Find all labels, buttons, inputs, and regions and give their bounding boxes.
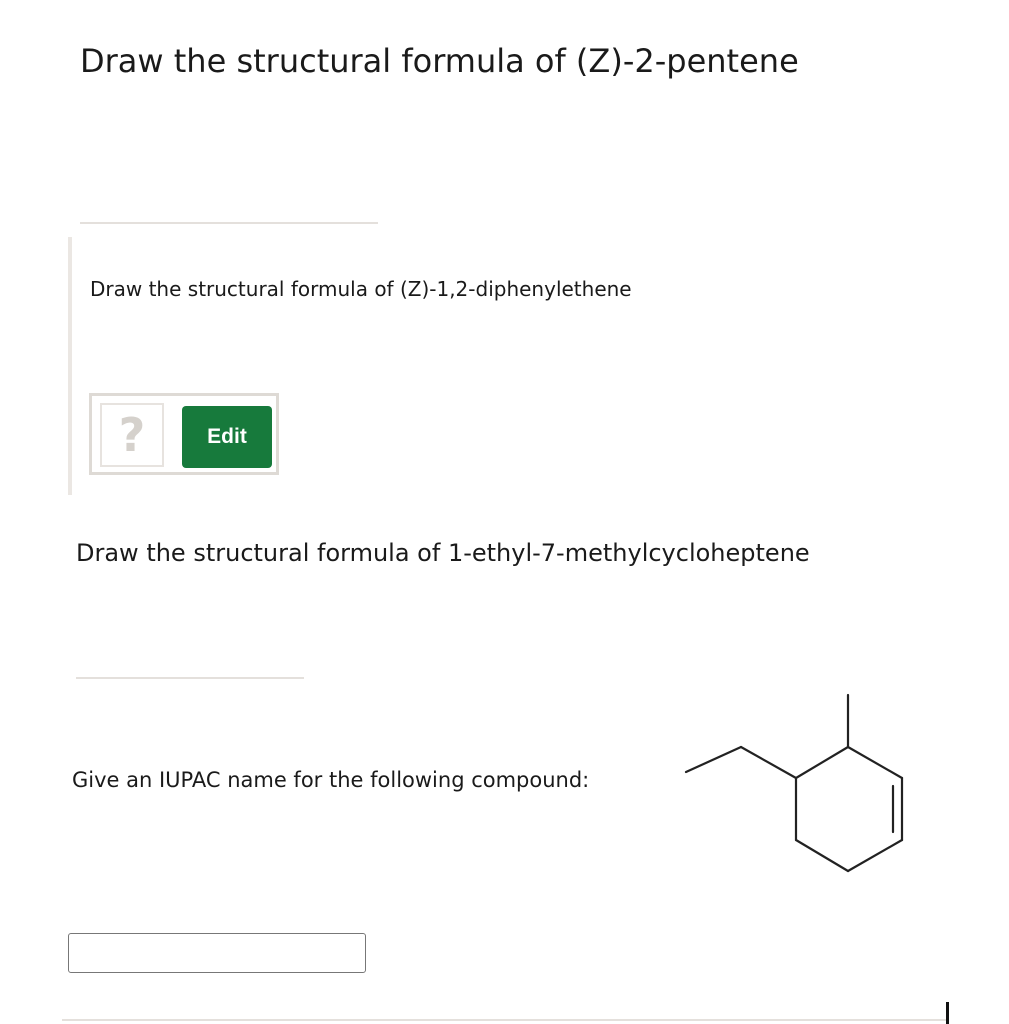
ethyl-bond-terminal xyxy=(686,747,741,772)
footer-divider xyxy=(62,1019,946,1021)
ring-bond-3 xyxy=(848,840,902,871)
ring-bond-4 xyxy=(796,840,848,871)
question-mark-icon: ? xyxy=(118,408,146,462)
ring-bond-1 xyxy=(796,747,848,778)
structure-editor-widget xyxy=(89,393,279,475)
ring-bond-2 xyxy=(848,747,902,778)
question-1-prompt: Draw the structural formula of (Z)-2-pentene xyxy=(80,42,799,80)
question-2-prompt: Draw the structural formula of (Z)-1,2-diphenylethene xyxy=(90,277,632,301)
ethyl-bond-inner xyxy=(741,747,796,778)
question-1-divider xyxy=(80,222,378,224)
iupac-answer-input[interactable] xyxy=(68,933,366,973)
question-3-divider xyxy=(76,677,304,679)
text-cursor xyxy=(946,1002,949,1024)
compound-structure xyxy=(680,690,920,890)
structure-preview[interactable] xyxy=(100,403,164,467)
edit-button[interactable]: Edit xyxy=(182,406,272,468)
question-3-prompt: Draw the structural formula of 1-ethyl-7-methylcycloheptene xyxy=(76,539,810,567)
question-4-prompt: Give an IUPAC name for the following compound: xyxy=(72,768,590,792)
